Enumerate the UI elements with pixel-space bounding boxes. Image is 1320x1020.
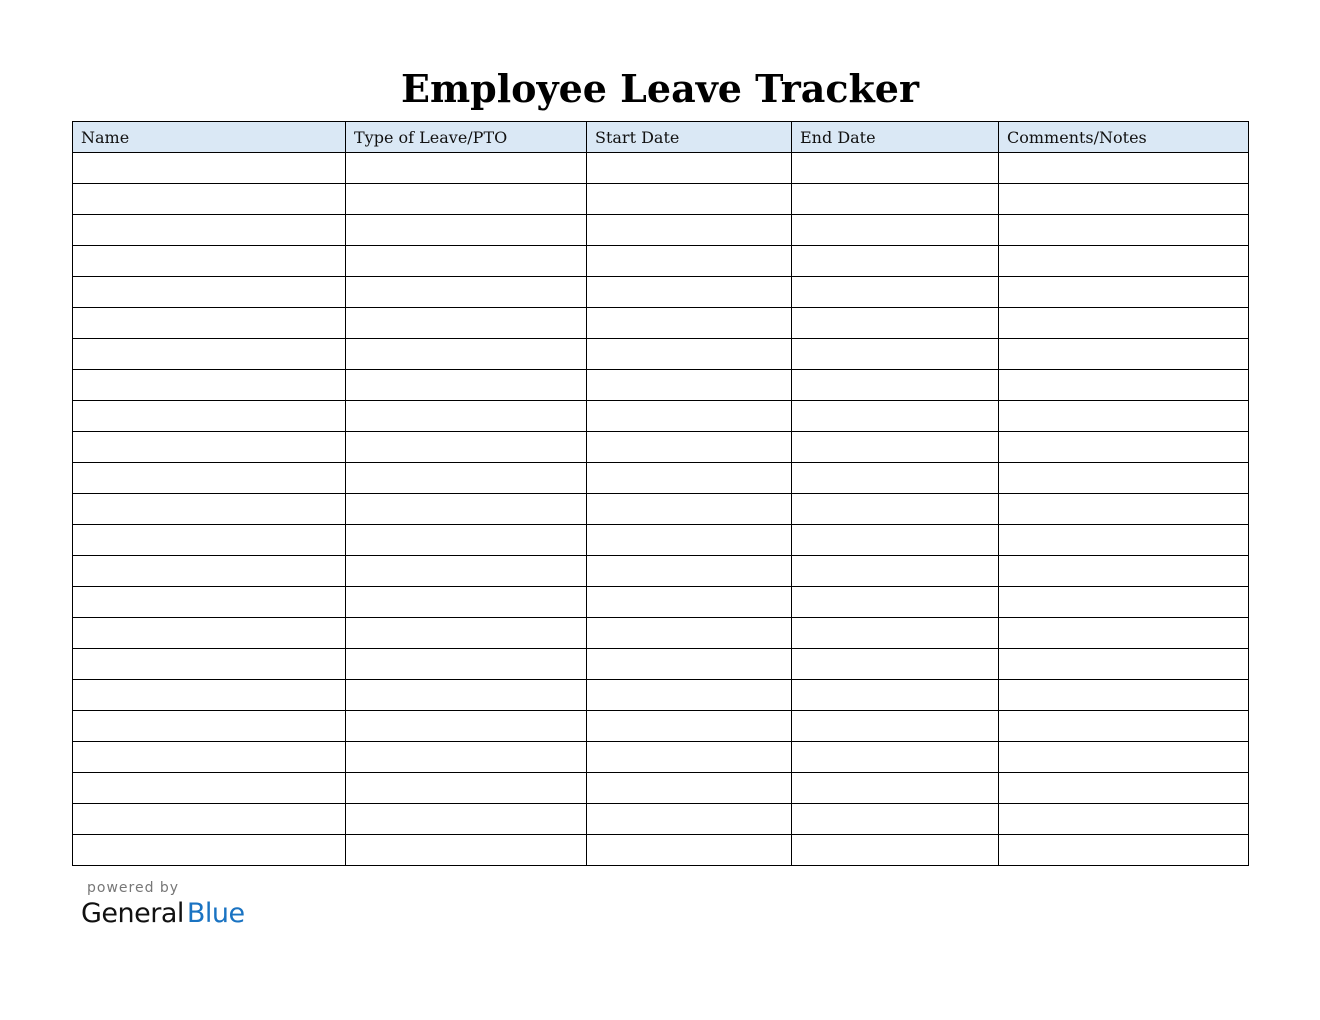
- table-cell[interactable]: [792, 184, 999, 215]
- table-cell[interactable]: [587, 339, 792, 370]
- table-row: [73, 463, 1249, 494]
- page-title: Employee Leave Tracker: [400, 66, 919, 111]
- table-cell[interactable]: [346, 153, 587, 184]
- table-row: [73, 370, 1249, 401]
- table-cell[interactable]: [346, 246, 587, 277]
- table-cell[interactable]: [792, 432, 999, 463]
- table-cell[interactable]: [73, 618, 346, 649]
- table-cell[interactable]: [587, 153, 792, 184]
- table-cell[interactable]: [587, 618, 792, 649]
- table-cell[interactable]: [999, 184, 1249, 215]
- table-cell[interactable]: [346, 463, 587, 494]
- table-cell[interactable]: [999, 804, 1249, 835]
- table-cell[interactable]: [346, 432, 587, 463]
- table-row: [73, 618, 1249, 649]
- table-row: [73, 277, 1249, 308]
- table-row: [73, 680, 1249, 711]
- table-row: [73, 711, 1249, 742]
- table-cell[interactable]: [792, 835, 999, 866]
- table-cell[interactable]: [999, 587, 1249, 618]
- table-cell[interactable]: [792, 525, 999, 556]
- table-cell[interactable]: [73, 370, 346, 401]
- table-cell[interactable]: [999, 618, 1249, 649]
- table-cell[interactable]: [346, 556, 587, 587]
- table-cell[interactable]: [792, 556, 999, 587]
- table-cell[interactable]: [346, 525, 587, 556]
- table-row: [73, 556, 1249, 587]
- table-cell[interactable]: [73, 184, 346, 215]
- logo-blue: Blue: [186, 898, 245, 929]
- table-cell[interactable]: [73, 556, 346, 587]
- table-cell[interactable]: [792, 308, 999, 339]
- table-cell[interactable]: [792, 246, 999, 277]
- table-cell[interactable]: [73, 432, 346, 463]
- table-cell[interactable]: [346, 308, 587, 339]
- table-cell[interactable]: [999, 339, 1249, 370]
- table-cell[interactable]: [999, 494, 1249, 525]
- table-cell[interactable]: [346, 339, 587, 370]
- table-cell[interactable]: [792, 153, 999, 184]
- table-cell[interactable]: [346, 215, 587, 246]
- generalblue-logo: [81, 898, 245, 929]
- table-cell[interactable]: [999, 401, 1249, 432]
- table-cell[interactable]: [792, 587, 999, 618]
- table-cell[interactable]: [346, 184, 587, 215]
- table-cell[interactable]: [346, 277, 587, 308]
- table-cell[interactable]: [73, 587, 346, 618]
- header-row: [73, 122, 1249, 153]
- table-row: [73, 246, 1249, 277]
- table-row: [73, 339, 1249, 370]
- column-header-comments: Comments/Notes: [999, 122, 1249, 153]
- table-cell[interactable]: [999, 463, 1249, 494]
- table-cell[interactable]: [999, 680, 1249, 711]
- table-cell[interactable]: [346, 649, 587, 680]
- column-header-name: Name: [73, 122, 346, 153]
- table-cell[interactable]: [587, 742, 792, 773]
- table-cell[interactable]: [73, 277, 346, 308]
- table-cell[interactable]: [999, 370, 1249, 401]
- table-cell[interactable]: [587, 432, 792, 463]
- table-cell[interactable]: [587, 525, 792, 556]
- table-cell[interactable]: [587, 804, 792, 835]
- table-cell[interactable]: [587, 835, 792, 866]
- table-cell[interactable]: [792, 680, 999, 711]
- table-cell[interactable]: [792, 649, 999, 680]
- table-cell[interactable]: [346, 618, 587, 649]
- table-cell[interactable]: [73, 525, 346, 556]
- table-row: [73, 525, 1249, 556]
- table-cell[interactable]: [73, 463, 346, 494]
- table-cell[interactable]: [999, 773, 1249, 804]
- table-cell[interactable]: [587, 649, 792, 680]
- table-cell[interactable]: [999, 308, 1249, 339]
- table-cell[interactable]: [587, 277, 792, 308]
- table-row: [73, 308, 1249, 339]
- table-cell[interactable]: [346, 804, 587, 835]
- table-row: [73, 773, 1249, 804]
- table-row: [73, 432, 1249, 463]
- table-cell[interactable]: [346, 587, 587, 618]
- table-cell[interactable]: [73, 215, 346, 246]
- table-cell[interactable]: [346, 370, 587, 401]
- table-cell[interactable]: [73, 401, 346, 432]
- table-cell[interactable]: [73, 339, 346, 370]
- leave-table: [72, 121, 1249, 866]
- table-cell[interactable]: [999, 649, 1249, 680]
- table-cell[interactable]: [587, 246, 792, 277]
- column-header-start-date: Start Date: [587, 122, 792, 153]
- table-cell[interactable]: [587, 308, 792, 339]
- table-cell[interactable]: [587, 370, 792, 401]
- table-cell[interactable]: [587, 587, 792, 618]
- table-row: [73, 184, 1249, 215]
- table-cell[interactable]: [792, 215, 999, 246]
- table-cell[interactable]: [73, 246, 346, 277]
- table-cell[interactable]: [587, 215, 792, 246]
- table-cell[interactable]: [346, 680, 587, 711]
- table-cell[interactable]: [792, 742, 999, 773]
- table-cell[interactable]: [999, 246, 1249, 277]
- column-header-end-date: End Date: [792, 122, 999, 153]
- table-cell[interactable]: [999, 835, 1249, 866]
- table-cell[interactable]: [587, 773, 792, 804]
- table-cell[interactable]: [792, 711, 999, 742]
- table-cell[interactable]: [587, 401, 792, 432]
- table-row: [73, 215, 1249, 246]
- table-row: [73, 401, 1249, 432]
- table-cell[interactable]: [999, 277, 1249, 308]
- table-cell[interactable]: [587, 184, 792, 215]
- table-cell[interactable]: [346, 835, 587, 866]
- table-cell[interactable]: [73, 494, 346, 525]
- table-cell[interactable]: [73, 804, 346, 835]
- table-cell[interactable]: [73, 742, 346, 773]
- table-cell[interactable]: [999, 432, 1249, 463]
- table-cell[interactable]: [999, 525, 1249, 556]
- table-cell[interactable]: [999, 215, 1249, 246]
- table-cell[interactable]: [346, 773, 587, 804]
- powered-by-label: powered by: [87, 880, 180, 896]
- table-cell[interactable]: [346, 742, 587, 773]
- table-row: [73, 835, 1249, 866]
- table-cell[interactable]: [999, 742, 1249, 773]
- table-cell[interactable]: [587, 556, 792, 587]
- table-cell[interactable]: [792, 370, 999, 401]
- table-row: [73, 587, 1249, 618]
- table-cell[interactable]: [346, 401, 587, 432]
- table-cell[interactable]: [587, 463, 792, 494]
- table-row: [73, 742, 1249, 773]
- table-row: [73, 494, 1249, 525]
- table-cell[interactable]: [346, 711, 587, 742]
- table-cell[interactable]: [73, 649, 346, 680]
- table-cell[interactable]: [999, 711, 1249, 742]
- table-cell[interactable]: [792, 277, 999, 308]
- table-cell[interactable]: [73, 711, 346, 742]
- table-cell[interactable]: [792, 773, 999, 804]
- table-cell[interactable]: [999, 153, 1249, 184]
- table-row: [73, 804, 1249, 835]
- table-cell[interactable]: [587, 711, 792, 742]
- column-header-leave-type: Type of Leave/PTO: [346, 122, 587, 153]
- table-cell[interactable]: [73, 773, 346, 804]
- table-cell[interactable]: [792, 463, 999, 494]
- table-cell[interactable]: [73, 835, 346, 866]
- table-row: [73, 153, 1249, 184]
- table-cell[interactable]: [587, 680, 792, 711]
- table-cell[interactable]: [792, 618, 999, 649]
- table-cell[interactable]: [346, 494, 587, 525]
- table-cell[interactable]: [792, 401, 999, 432]
- table-cell[interactable]: [999, 556, 1249, 587]
- table-cell[interactable]: [73, 680, 346, 711]
- table-cell[interactable]: [587, 494, 792, 525]
- table-row: [73, 649, 1249, 680]
- table-cell[interactable]: [792, 804, 999, 835]
- logo-general: General: [81, 898, 184, 929]
- table-cell[interactable]: [792, 494, 999, 525]
- table-cell[interactable]: [73, 153, 346, 184]
- table-cell[interactable]: [73, 308, 346, 339]
- table-cell[interactable]: [792, 339, 999, 370]
